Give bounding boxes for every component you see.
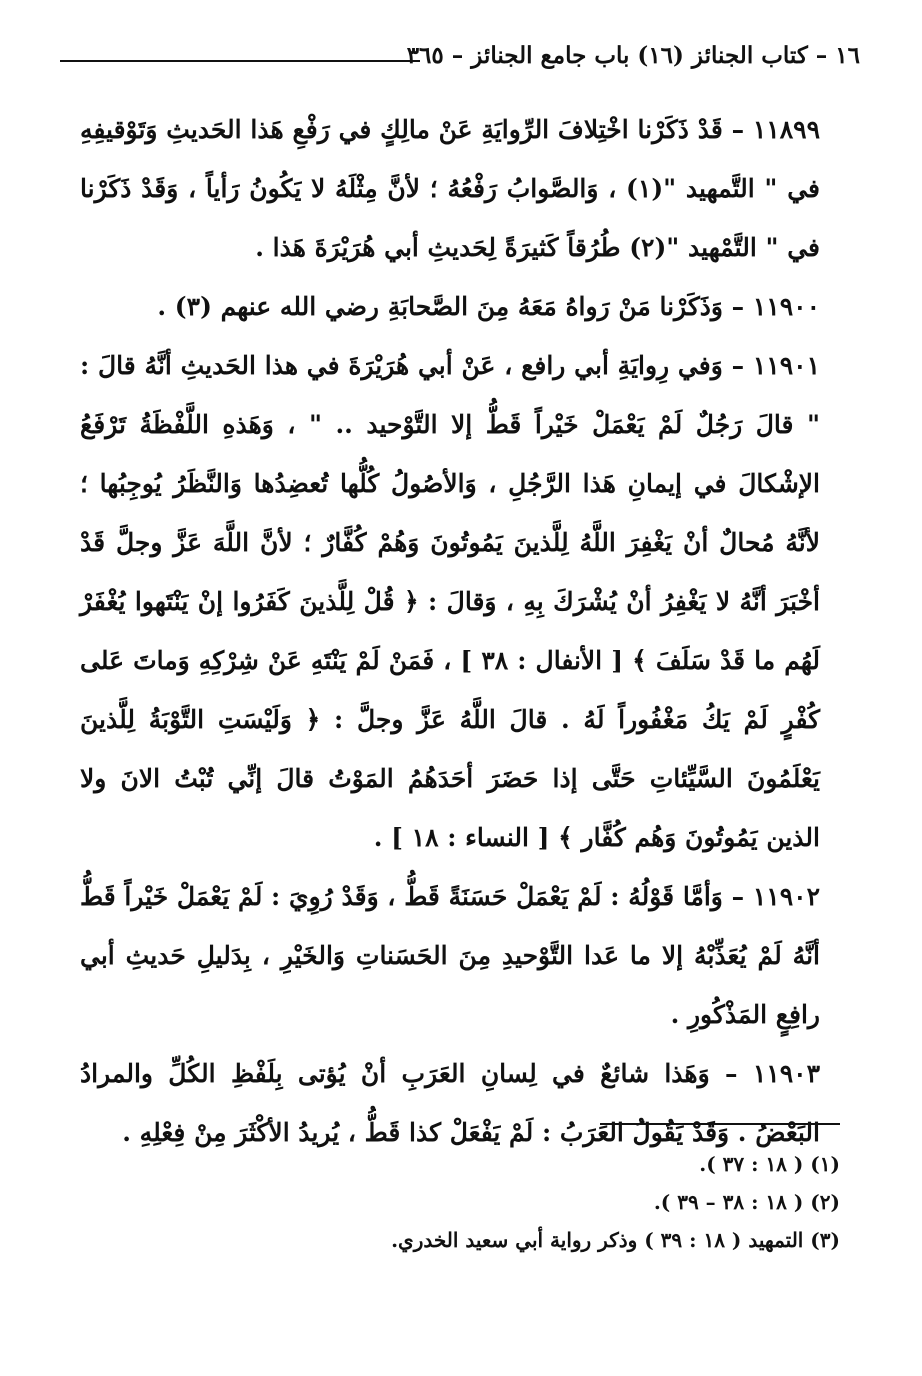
footnote-1: (١) ( ١٨ : ٣٧ ). [699, 1152, 840, 1176]
running-head: ١٦ – كتاب الجنائز (١٦) باب جامع الجنائز – ٣٦٥ [406, 42, 860, 69]
footnote-2: (٢) ( ١٨ : ٣٨ – ٣٩ ). [653, 1190, 840, 1214]
footnote-3: (٣) التمهيد ( ١٨ : ٣٩ ) وذكر رواية أبي سعيد الخدري. [391, 1228, 840, 1252]
header-rule [60, 60, 420, 62]
paragraph-11901: ١١٩٠١ – وَفي رِوايَةِ أبي رافع ، عَنْ أبي هُرَيْرَةَ في هذا الحَديثِ أنَّهُ قالَ : " قالَ رَجُلٌ لَمْ يَعْمَلْ خَيْراً قَطُّ إلا التَّوْحيد .. " ، وَهَذهِ اللَّفْظَةُ تَرْفَعُ الإشْكالَ في إيمانِ هَذا الرَّجُلِ ، وَالأصُولُ كُلُّها تُعضِدُها وَالنَّظَرُ يُوجِبُها ؛ لأنَّهُ مُحالٌ أنْ يَغْفِرَ اللَّهُ لِلَّذينَ يَمُوتُونَ وَهُمْ كُفَّارٌ ؛ لأنَّ اللَّهَ عَزَّ وجلَّ قَدْ أخْبَرَ أنَّهُ لا يَغْفِرُ أنْ يُشْرَكَ بِهِ ، وَقالَ : ﴿ قُلْ لِلَّذينَ كَفَرُوا إنْ يَنْتَهوا يُغْفَرْ لَهُم ما قَدْ سَلَفَ ﴾ [ الأنفال : ٣٨ ] ، فَمَنْ لَمْ يَنْتَهِ عَنْ شِرْكِهِ وَماتَ عَلى كُفْرٍ لَمْ يَكُ مَغْفُوراً لَهُ . قالَ اللَّهُ عَزَّ وجلَّ : ﴿ وَلَيْسَتِ التَّوْبَةُ لِلَّذينَ يَعْلَمُونَ السَّيِّئاتِ حَتَّى إذا حَضَرَ أحَدَهُمُ المَوْتُ قالَ إنِّي تُبْتُ الانَ ولا الذين يَمُوتُونَ وَهُم كُفَّار ﴾ [ النساء : ١٨ ] . [80, 351, 820, 852]
paragraph-11900: ١١٩٠٠ – وَذَكَرْنا مَنْ رَواهُ مَعَهُ مِنَ الصَّحابَةِ رضي الله عنهم (٣) . [157, 292, 820, 321]
footnotes [380, 1145, 840, 1259]
main-text [80, 100, 820, 1162]
page-header [60, 38, 860, 78]
paragraph-11899: ١١٨٩٩ – قَدْ ذَكَرْنا اخْتِلافَ الرِّوايَةِ عَنْ مالِكٍ في رَفْعِ هَذا الحَديثِ وَتَوْقيفِهِ في " التَّمهيد "(١) ، وَالصَّوابُ رَفْعُهُ ؛ لأنَّ مِثْلَهُ لا يَكُونُ رَأياً ، وَقَدْ ذَكَرْنا في " التَّمْهيد "(٢) طُرُقاً كَثيرَةً لِحَديثِ أبي هُرَيْرَةَ هَذا . [80, 115, 820, 262]
footnote-divider [600, 1123, 840, 1125]
paragraph-11903: ١١٩٠٣ – وَهَذا شائعٌ في لِسانِ العَرَبِ أنْ يُؤتى بِلَفْظِ الكُلِّ والمرادُ البَعْضُ . وَقَدْ يَقُولُ العَرَبُ : لَمْ يَفْعَلْ كذا قَطُّ ، يُريدُ الأكْثَرَ مِنْ فِعْلِهِ . [80, 1059, 820, 1147]
paragraph-11902: ١١٩٠٢ – وَأمَّا قَوْلُهُ : لَمْ يَعْمَلْ حَسَنَةً قَطُّ ، وَقَدْ رُوِيَ : لَمْ يَعْمَلْ خَيْراً قَطُّ أنَّهُ لَمْ يُعَذِّبْهُ إلا ما عَدا التَّوْحيدِ مِنَ الحَسَناتِ وَالخَيْرِ ، بِدَليلِ حَديثِ أبي رافِعٍ المَذْكُورِ . [80, 882, 820, 1029]
